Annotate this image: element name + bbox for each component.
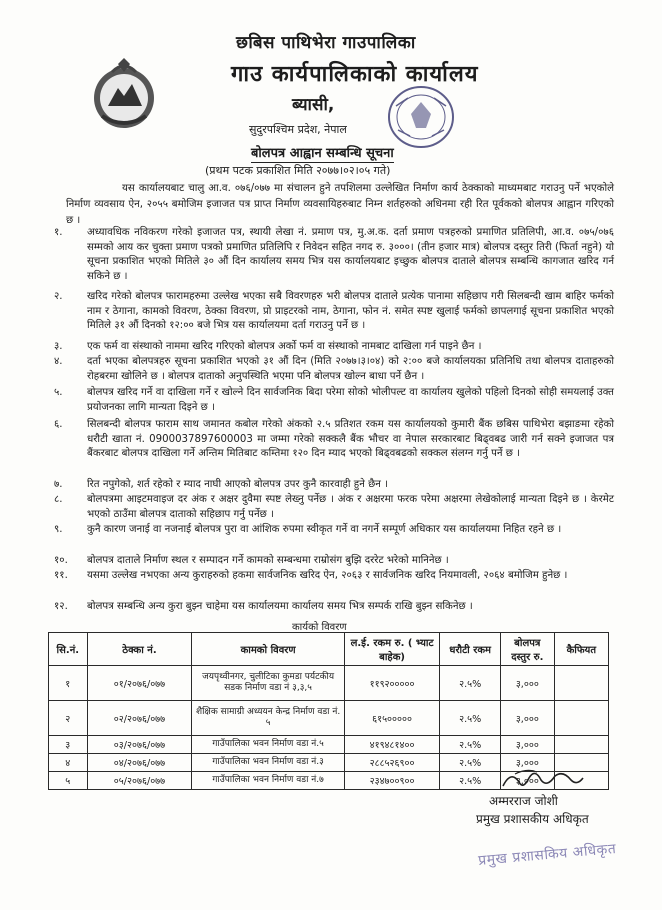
table-row bbox=[49, 701, 609, 736]
designation-stamp: प्रमुख प्रशासकिय अधिकृत bbox=[477, 840, 617, 870]
condition-number: ५. bbox=[54, 387, 63, 398]
cell-fee: ३,००० bbox=[501, 666, 555, 701]
cell-contract-no: ०३/२०७६/०७७ bbox=[87, 736, 192, 754]
header-contract-no: ठेक्का नं. bbox=[87, 633, 192, 666]
cell-description: गाउँपालिका भवन निर्माण वडा नं.७ bbox=[192, 772, 344, 790]
header-description: कामको विवरण bbox=[192, 633, 344, 666]
signatory-title: प्रमुख प्रशासकीय अधिकृत bbox=[476, 812, 589, 826]
condition-number: ७. bbox=[54, 479, 63, 490]
cell-deposit: २.५% bbox=[440, 666, 501, 701]
cell-sn: ४ bbox=[49, 754, 88, 772]
municipality-name: छबिस पाथिभेरा गाउपालिका bbox=[236, 33, 416, 53]
condition-number: ६. bbox=[54, 419, 63, 430]
cell-contract-no: ०४/२०७६/०७७ bbox=[87, 754, 192, 772]
office-seal-stamp bbox=[386, 84, 456, 150]
table-row bbox=[49, 736, 609, 754]
cell-deposit: २.५% bbox=[440, 736, 501, 754]
header-fee: बोलपत्र दस्तुर रु. bbox=[501, 633, 555, 666]
cell-sn: ३ bbox=[49, 736, 88, 754]
condition-text: एक फर्म वा संस्थाको नाममा खरिद गरिएको बोलपत्र अर्को फर्म वा संस्थाको नामबाट दाखिला गर्न पाइने छैन । bbox=[87, 341, 482, 352]
condition-text: कुनै कारण जनाई वा नजनाई बोलपत्र पुरा वा आंशिक रुपमा स्वीकृत गर्ने वा नगर्ने सम्पूर्ण अधिकार यस कार्यालयमा निहित रहने छ । bbox=[87, 524, 562, 535]
condition-number: १२. bbox=[54, 601, 68, 612]
header-remarks: कैफियत bbox=[554, 633, 608, 666]
condition-text: खरिद गरेको बोलपत्र फारामहरुमा उल्लेख भएका सबै विवरणहरु भरी बोलपत्र दाताले प्रत्येक पानामा सहिछाप गरी सिलबन्दी खाम बाहिर फर्मको नाम र ठेगाना, कामको विवरण, ठेक्का विवरण, प्रो प्राइटरको नाम, ठेगाना, फोन नं. समेत स्पष्ट खुलाई फर्मको छापलगाई सूचना प्रकाशित भएको मितिले ३१ औं दिनको १२:०० बजे भित्र यस कार्यालयमा दर्ता गराउनु पर्ने छ । bbox=[87, 291, 614, 331]
condition-number: ९. bbox=[54, 524, 63, 535]
header-cost: ल.ई. रकम रु. ( भ्याट बाहेक) bbox=[344, 633, 440, 666]
cell-contract-no: ०१/२०७६/०७७ bbox=[87, 666, 192, 701]
condition-text: बोलपत्र खरिद गर्ने वा दाखिला गर्ने र खोल्ने दिन सार्वजनिक बिदा परेमा सोको भोलीपल्ट वा कार्यालय खुलेको पहिलो दिनको सोही समयलाई उक्त प्रयोजनका लागि मान्यता दिइने छ । bbox=[87, 387, 614, 413]
cell-cost: ६१५००००० bbox=[344, 701, 440, 736]
cell-description: गाउँपालिका भवन निर्माण वडा नं.५ bbox=[192, 736, 344, 754]
cell-fee: ३,००० bbox=[501, 701, 555, 736]
office-name: गाउ कार्यपालिकाको कार्यालय bbox=[231, 62, 479, 87]
condition-number: १०. bbox=[54, 555, 68, 566]
condition-text: बोलपत्र सम्बन्धि अन्य कुरा बुझ्न चाहेमा यस कार्यालयमा कार्यालय समय भित्र सम्पर्क राखि बुझ्न सकिनेछ । bbox=[87, 601, 473, 612]
table-header-row bbox=[49, 633, 609, 666]
condition-number: ४. bbox=[54, 356, 63, 367]
cell-fee: ३,००० bbox=[501, 736, 555, 754]
cell-cost: ११९२००००० bbox=[344, 666, 440, 701]
signatory-name: अम्मरराज जोशी bbox=[489, 794, 558, 808]
cell-sn: १ bbox=[49, 666, 88, 701]
cell-description: शैक्षिक सामाग्री अध्ययन केन्द्र निर्माण वडा नं. ५ bbox=[192, 701, 344, 736]
header-deposit: धरौटी रकम bbox=[440, 633, 501, 666]
cell-deposit: २.५% bbox=[440, 754, 501, 772]
table-caption: कार्यको विवरण bbox=[292, 622, 347, 633]
cell-fee: ३,००० bbox=[501, 754, 555, 772]
condition-number: १. bbox=[54, 227, 63, 238]
province-line: सुदुरपश्चिम प्रदेश, नेपाल bbox=[249, 123, 347, 136]
table-row bbox=[49, 666, 609, 701]
condition-number: ८. bbox=[54, 494, 63, 505]
condition-number: २. bbox=[54, 291, 63, 302]
cell-cost: २८८५२६९०० bbox=[344, 754, 440, 772]
office-location: ब्यासी, bbox=[292, 95, 335, 115]
cell-deposit: २.५% bbox=[440, 701, 501, 736]
cell-contract-no: ०५/२०७६/०७७ bbox=[87, 772, 192, 790]
cell-remarks bbox=[554, 701, 608, 736]
intro-paragraph: यस कार्यालयबाट चालु आ.व. ०७६/०७७ मा संचालन हुने तपशिलमा उल्लेखित निर्माण कार्य ठेक्काको माध्यमबाट गराउनु पर्ने भएकोले निर्माण व्यवसाय ऐन, २०५५ बमोजिम इजाजत पत्र प्राप्त निर्माण व्यवसायिहरुबाट निम्न शर्तहरुको अधिनमा रही रित पूर्वकको बोलपत्र आह्वान गरिएको छ । bbox=[66, 183, 614, 226]
condition-text: सिलबन्दी बोलपत्र फाराम साथ जमानत कबोल गरेको अंकको २.५ प्रतिशत रकम यस कार्यालयको कुमारी बैंक छबिस पाथिभेरा बझाङमा रहेको धरौटी खाता नं. 0900037897600003 मा जम्मा गरेको सक्कलै बैंक भौचर वा नेपाल सरकारबाट बिढ्वबढ जारी गर्न सक्ने इजाजत पत्र बैंकरबाट बोलपत्र दाखिला गर्ने अन्तिम मितिबाट कम्तिमा १२० दिन म्याद भएको बिढ्वबढको सक्कल संलग्न गर्नु पर्ने छ । bbox=[87, 419, 614, 459]
header-sn: सि.नं. bbox=[49, 633, 88, 666]
cell-description: जयपृथ्वीनगर, चुलीटिका कुमडा पर्यटकीय सडक निर्माण वडा नं ३,३,५ bbox=[192, 666, 344, 701]
cell-deposit: २.५% bbox=[440, 772, 501, 790]
cell-sn: २ bbox=[49, 701, 88, 736]
condition-text: यसमा उल्लेख नभएका अन्य कुराहरुको हकमा सार्वजनिक खरिद ऐन, २०६३ र सार्वजनिक खरिद नियमावली, २०६४ बमोजिम हुनेछ । bbox=[87, 570, 568, 581]
nepal-emblem-icon bbox=[88, 58, 160, 134]
cell-remarks bbox=[554, 666, 608, 701]
cell-remarks bbox=[554, 736, 608, 754]
condition-number: ११. bbox=[54, 570, 68, 581]
cell-sn: ५ bbox=[49, 772, 88, 790]
cell-fee: ३,००० bbox=[501, 772, 555, 790]
condition-number: ३. bbox=[54, 341, 63, 352]
condition-text: रित नपुगेको, शर्त रहेको र म्याद नाघी आएको बोलपत्र उपर कुनै कारवाही हुने छैन । bbox=[87, 479, 388, 490]
condition-text: बोलपत्रमा आइटमवाइज दर अंक र अक्षर दुवैमा स्पष्ट लेख्नु पर्नेछ । अंक र अक्षरमा फरक परेमा अक्षरमा लेखेकोलाई मान्यता दिइने छ । केरमेट भएको ठाउँमा बोलपत्र दाताको सहिछाप गर्नु पर्नेछ । bbox=[87, 494, 614, 520]
condition-text: बोलपत्र दाताले निर्माण स्थल र सम्पादन गर्ने कामको सम्बन्धमा राम्रोसंग बुझि दररेट भरेको मानिनेछ । bbox=[87, 555, 449, 566]
notice-title: बोलपत्र आह्वान सम्बन्धि सूचना bbox=[251, 143, 394, 163]
condition-text: दर्ता भएका बोलपत्रहरु सूचना प्रकाशित भएको ३१ औं दिन (मिति २०७७।३।०४) को २:०० बजे कार्यालयका प्रतिनिधि तथा बोलपत्र दाताहरुको रोहबरमा खोलिने छ । बोलपत्र दाताको अनुपस्थिति भएमा पनि बोलपत्र खोल्न बाधा पर्ने छैन । bbox=[87, 356, 614, 382]
cell-cost: ४१९४८१४०० bbox=[344, 736, 440, 754]
cell-cost: २३४७००९०० bbox=[344, 772, 440, 790]
cell-description: गाउँपालिका भवन निर्माण वडा नं.३ bbox=[192, 754, 344, 772]
publish-date: (प्रथम पटक प्रकाशित मिति २०७७।०२।०५ गते) bbox=[205, 164, 391, 177]
cell-contract-no: ०२/२०७६/०७७ bbox=[87, 701, 192, 736]
condition-text: अध्यावधिक नविकरण गरेको इजाजत पत्र, स्थायी लेखा नं. प्रमाण पत्र, मु.अ.क. दर्ता प्रमाण पत्रहरुको प्रमाणित प्रतिलिपी, आ.व. ०७५/०७६ सम्मको आय कर चुक्ता प्रमाण पत्रको प्रमाणित प्रतिलिपि र निवेदन सहित नगद रु. ३०००। (तीन हजार मात्र) बोलपत्र दस्तुर तिरी (फिर्ता नहुने) यो सूचना प्रकाशित भएको मितिले ३० औं दिन कार्यालय समय भित्र यस कार्यालयबाट इच्छुक बोलपत्र दाताले बोलपत्र सम्बन्धि कागजात खरिद गर्न सकिने छ । bbox=[87, 227, 614, 282]
